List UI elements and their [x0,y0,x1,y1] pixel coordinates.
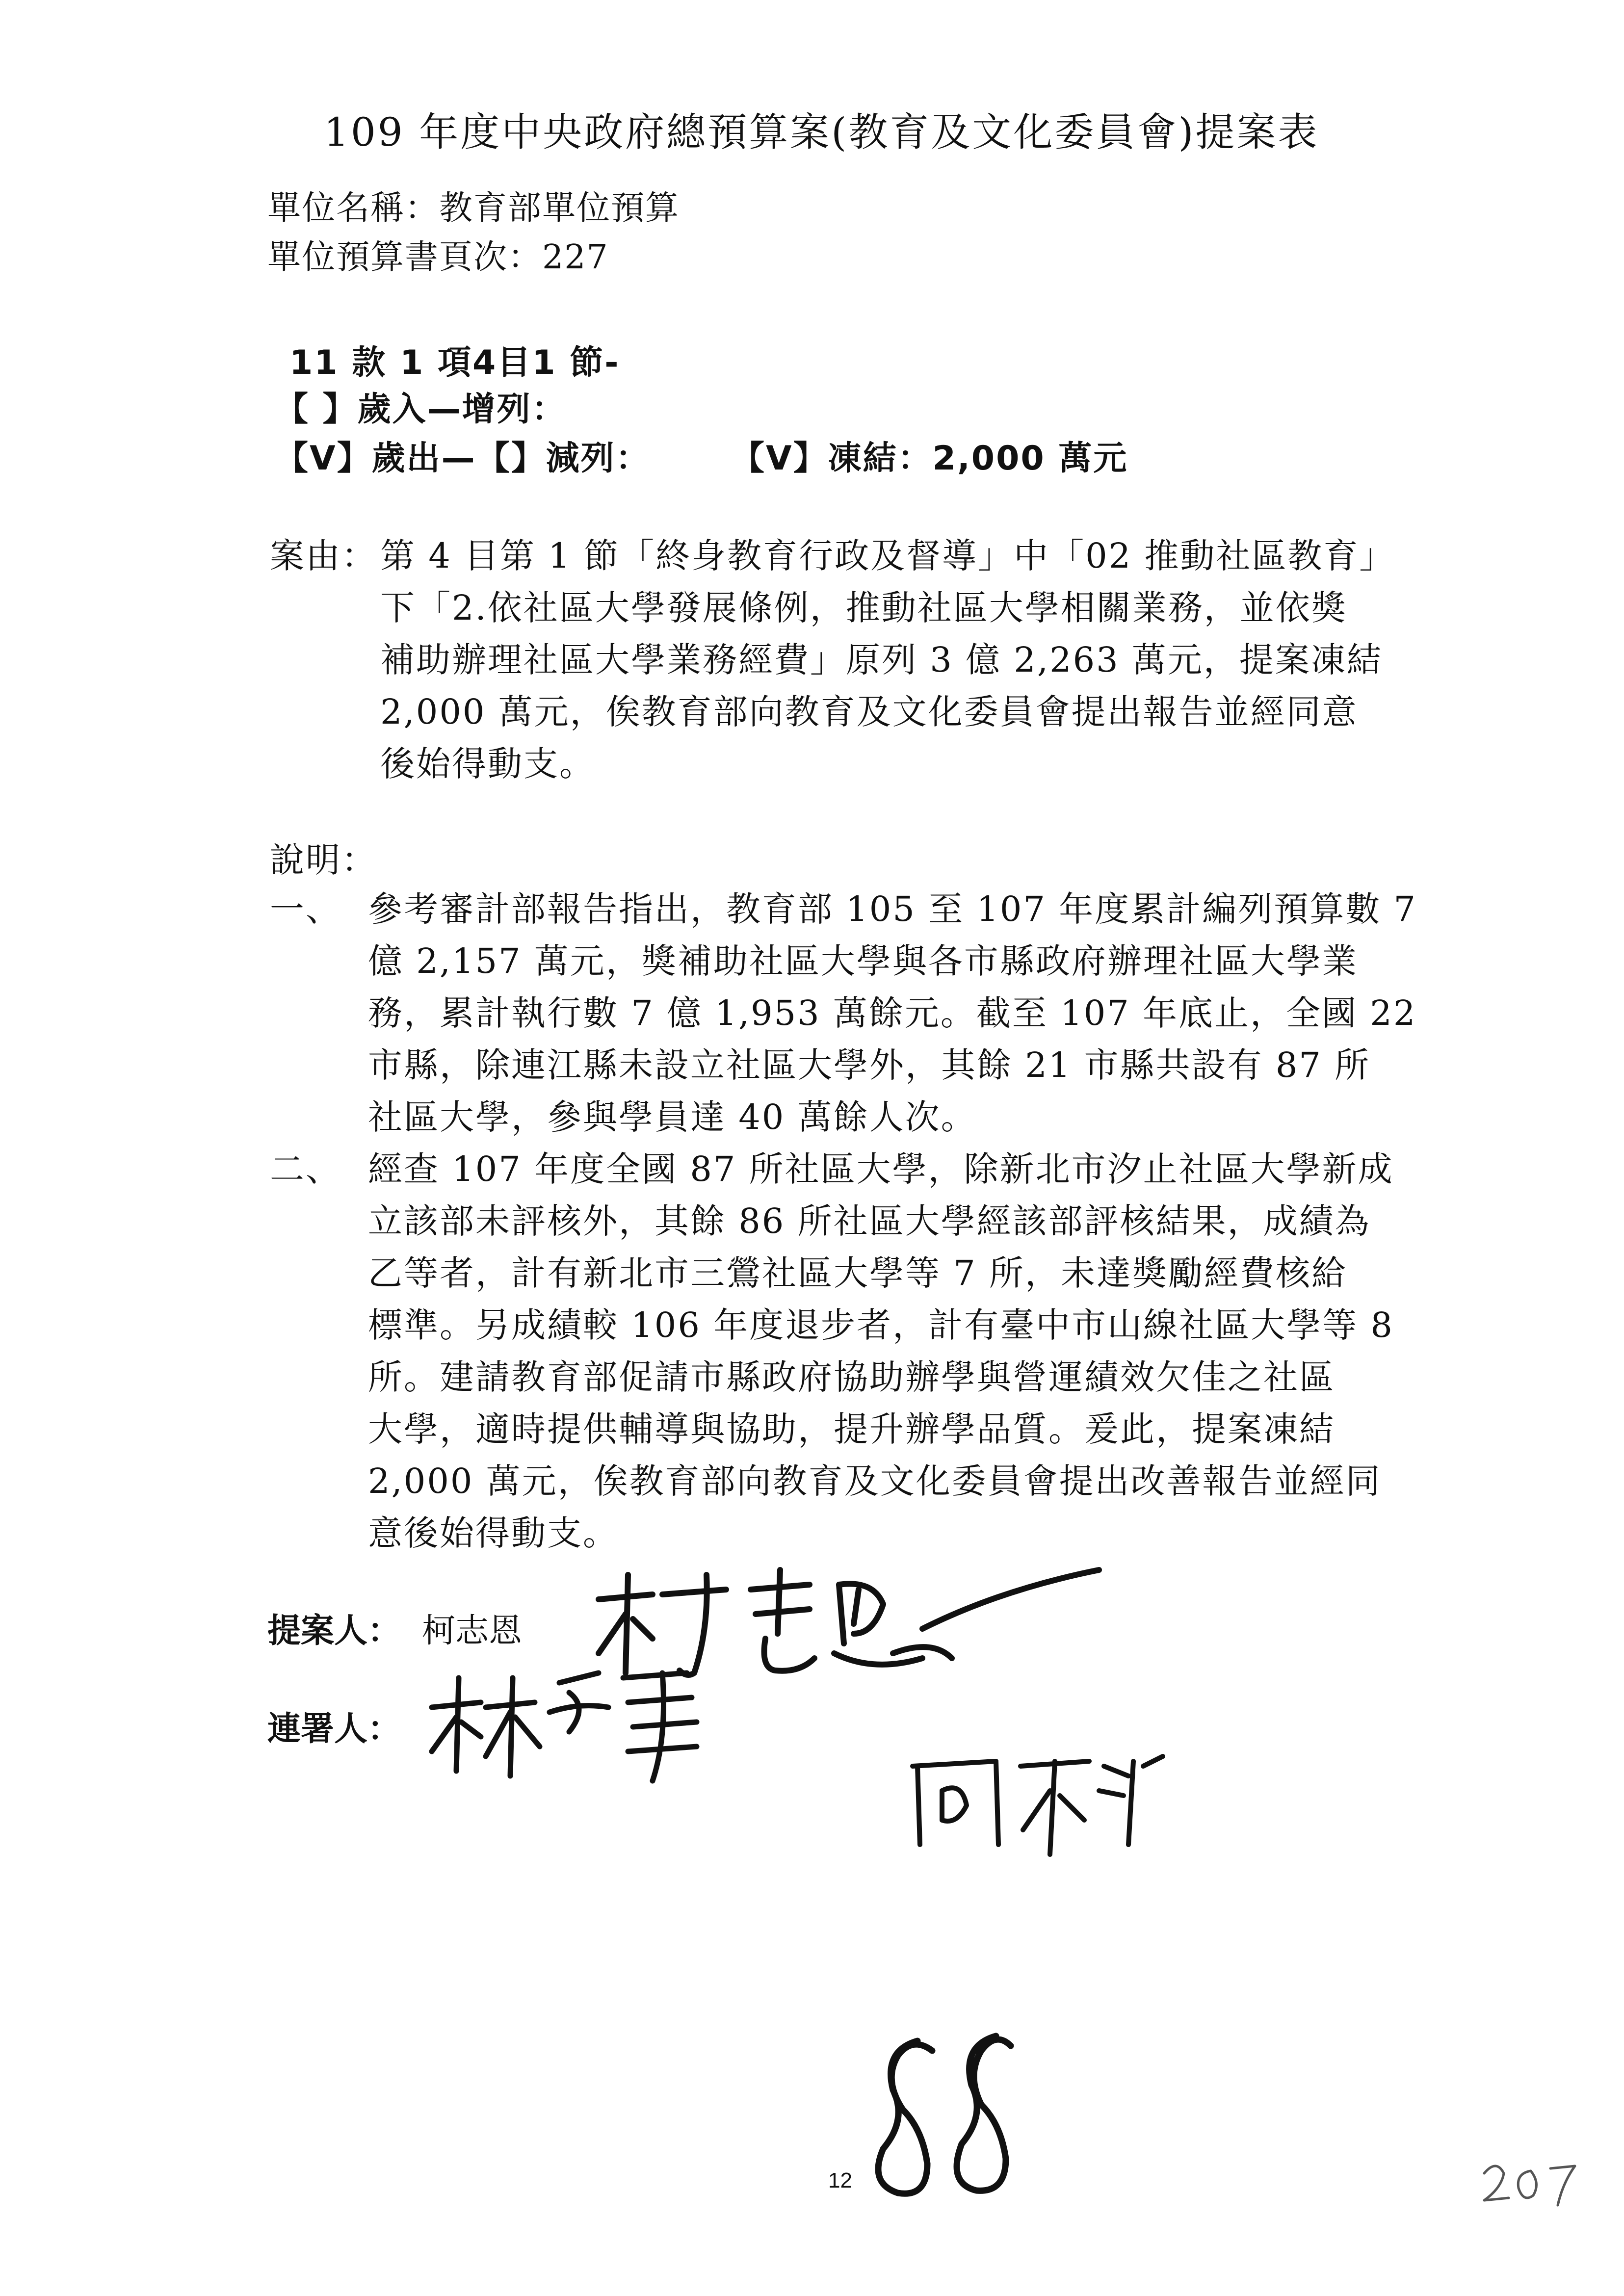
explanation-line: 參考審計部報告指出，教育部 105 至 107 年度累計編列預算數 7 [368,889,1417,929]
freeze-line: 【V】凍結：2,000 萬元 [731,439,1128,478]
unit-page: 單位預算書頁次：227 [267,238,609,277]
cosigner-label: 連署人： [267,1710,401,1748]
explanation-line: 立該部未評核外，其餘 86 所社區大學經該部評核結果，成績為 [368,1201,1371,1241]
document-title: 109 年度中央政府總預算案(教育及文化委員會)提案表 [324,109,1319,155]
budget-classification: 11 款 1 項4目1 節- [289,343,620,382]
explanation-line: 務，累計執行數 7 億 1,953 萬餘元。截至 107 年底止，全國 22 [368,993,1417,1033]
explanation-line: 標準。另成績較 106 年度退步者，計有臺中市山線社區大學等 8 [368,1305,1394,1345]
page-number: 12 [828,2168,852,2192]
cosigner-signature-1 [422,1663,716,1791]
corner-handwritten-note [1477,2154,1585,2213]
explanation-line: 2,000 萬元，俟教育部向教育及文化委員會提出改善報告並經同 [368,1461,1382,1501]
reason-line: 下「2.依社區大學發展條例，推動社區大學相關業務，並依獎 [380,588,1347,628]
explanation-item-number: 二、 [270,1149,341,1189]
explanation-line: 億 2,157 萬元，獎補助社區大學與各市縣政府辦理社區大學業 [368,941,1358,981]
reason-line: 補助辦理社區大學業務經費」原列 3 億 2,263 萬元，提案凍結 [380,640,1383,680]
explanation-label: 說明： [270,840,377,880]
stamp-number-88 [854,2021,1040,2218]
reason-line: 2,000 萬元，俟教育部向教育及文化委員會提出報告並經同意 [380,692,1358,732]
proposer-name: 柯志恩 [422,1612,523,1650]
explanation-line: 社區大學，參與學員達 40 萬餘人次。 [368,1097,977,1137]
proposer-label: 提案人： [267,1612,401,1650]
cosigner-signature-2 [898,1747,1173,1859]
reason-line: 後始得動支。 [380,744,595,784]
reason-line: 第 4 目第 1 節「終身教育行政及督導」中「02 推動社區教育」 [380,536,1395,576]
reason-label: 案由： [270,536,377,576]
explanation-line: 乙等者，計有新北市三鶯社區大學等 7 所，未達獎勵經費核給 [368,1253,1348,1293]
revenue-line: 【 】歲入—增列： [275,390,567,429]
explanation-line: 市縣，除連江縣未設立社區大學外，其餘 21 市縣共設有 87 所 [368,1045,1371,1085]
expense-line: 【V】歲出—【】減列： [275,439,651,478]
explanation-line: 意後始得動支。 [368,1513,619,1553]
explanation-line: 所。建請教育部促請市縣政府協助辦學與營運績效欠佳之社區 [368,1357,1335,1397]
explanation-item-number: 一、 [270,889,341,929]
explanation-line: 經查 107 年度全國 87 所社區大學，除新北市汐止社區大學新成 [368,1149,1394,1189]
unit-name: 單位名稱：教育部單位預算 [267,189,680,228]
explanation-line: 大學，適時提供輔導與協助，提升辦學品質。爰此，提案凍結 [368,1409,1335,1449]
